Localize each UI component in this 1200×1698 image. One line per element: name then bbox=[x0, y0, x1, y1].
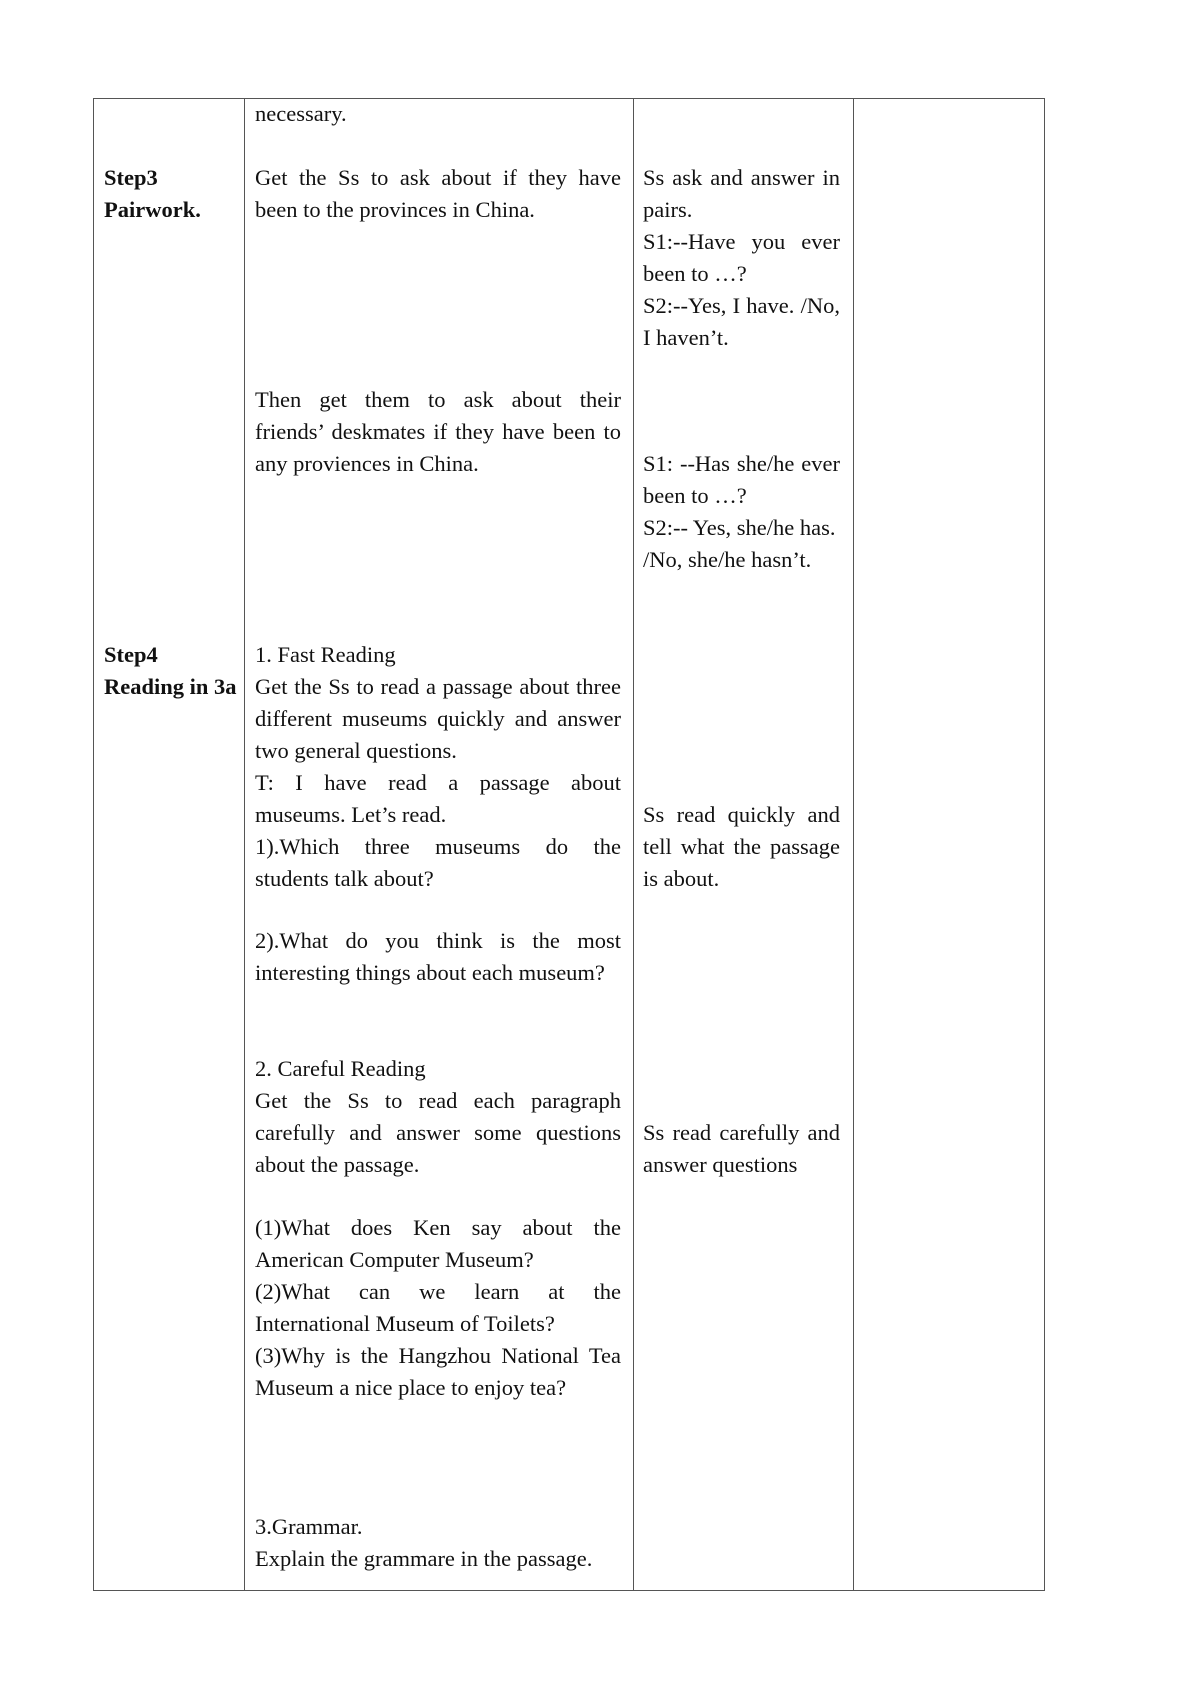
column-divider-2 bbox=[633, 98, 634, 1591]
continued-text: necessary. bbox=[255, 101, 347, 126]
teacher-activity-fast-reading: 1. Fast Reading Get the Ss to read a passage about three different museums quickly and answer two general questions. T: I have read a passage about museums. Let’s read. 1).Which three museums do the students talk about? bbox=[255, 639, 621, 895]
step3-label: Step3 Pairwork. bbox=[104, 165, 201, 222]
question-2: 2).What do you think is the most interesting things about each museum? bbox=[255, 928, 621, 985]
student-activity-careful-reading: Ss read carefully and answer questions bbox=[643, 1120, 840, 1177]
student-activity-fast-reading: Ss read quickly and tell what the passage is about. bbox=[643, 802, 840, 891]
step4-label: Step4 Reading in 3a bbox=[104, 642, 237, 699]
student-activity-step3-2: S1: --Has she/he ever been to …? S2:-- Yes, she/he has. /No, she/he hasn’t. bbox=[643, 451, 840, 572]
column-divider-3 bbox=[853, 98, 854, 1591]
teacher-activity-step3-2: Then get them to ask about their friends’ deskmates if they have been to any proviences in China. bbox=[255, 387, 621, 476]
fast-reading-heading: 1. Fast Reading bbox=[255, 642, 396, 667]
column-divider-1 bbox=[244, 98, 245, 1591]
grammar-heading: 3.Grammar. bbox=[255, 1514, 363, 1539]
careful-reading-questions: (1)What does Ken say about the American Computer Museum? (2)What can we learn at the International Museum of Toilets? (3)Why is the Hangzhou National Tea Museum a nice place to enjoy tea? bbox=[255, 1215, 621, 1400]
teacher-activity-step3-1: Get the Ss to ask about if they have been to the provinces in China. bbox=[255, 165, 621, 222]
teacher-activity-careful-reading: 2. Careful Reading Get the Ss to read each paragraph carefully and answer some questions about the passage. bbox=[255, 1053, 621, 1181]
careful-reading-heading: 2. Careful Reading bbox=[255, 1056, 426, 1081]
teacher-activity-grammar: 3.Grammar. Explain the grammare in the passage. bbox=[255, 1511, 621, 1575]
student-activity-step3-1: Ss ask and answer in pairs. S1:--Have you ever been to …? S2:--Yes, I have. /No, I haven’t. bbox=[643, 165, 840, 350]
